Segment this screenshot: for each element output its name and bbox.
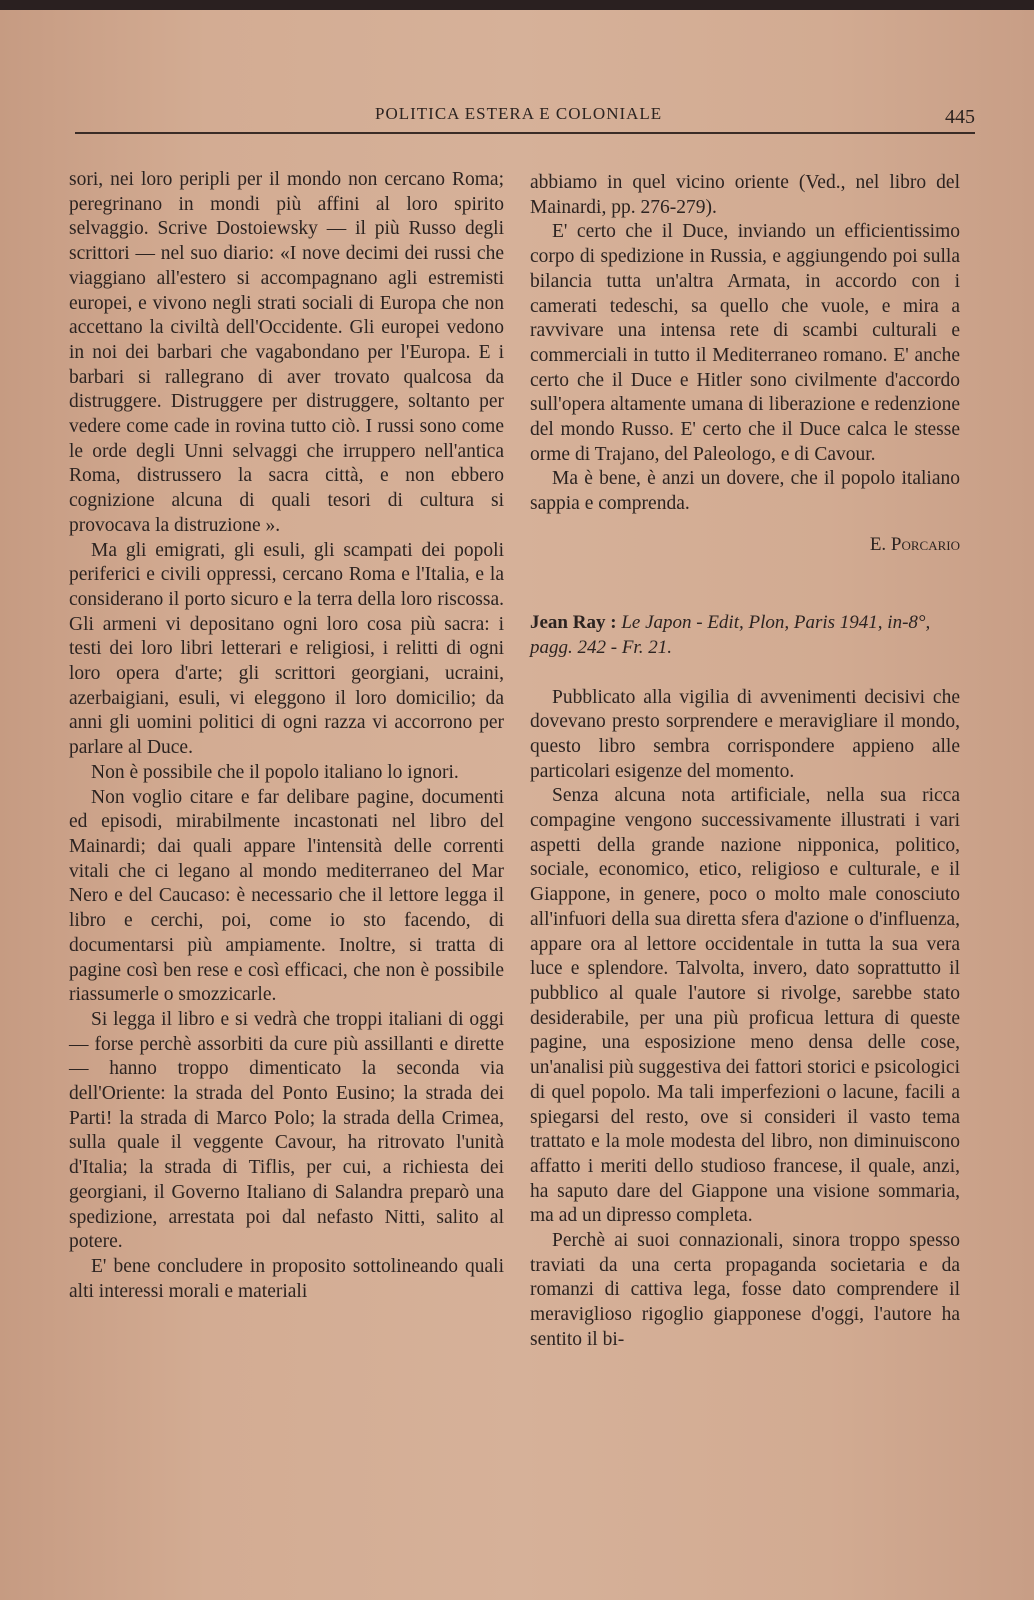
- paragraph: Perchè ai suoi connazionali, sinora troppo spesso traviati da una certa propaganda societaria e da romanzi di cattiva lega, fosse dato comprendere il meraviglioso rigoglio giapponese d'oggi, l'autore ha sentito il bi-: [530, 1230, 960, 1350]
- review-body: [530, 686, 960, 1353]
- paragraph: E' certo che il Duce, inviando un efficientissimo corpo di spedizione in Russia, e aggiungendo poi sulla bilancia tutta un'altra Armata, in accordo con i camerati tedeschi, sa quello che vuole, e mira a ravvivare una intensa rete di scambi culturali e commerciali in tutto il Mediterraneo romano. E' anche certo che il Duce e Hitler sono civilmente d'accordo sull'opera altamente umana di liberazione e redenzione del mondo Russo. E' certo che il Duce calca le stesse orme di Trajano, del Paleologo, e di Cavour.: [530, 221, 960, 465]
- paragraph: Non è possibile che il popolo italiano lo ignori.: [91, 761, 459, 783]
- paragraph: Si legga il libro e si vedrà che troppi italiani di oggi — forse perchè assorbiti da cure più assillanti e dirette — hanno troppo dimenticato la seconda via dell'Oriente: la strada del Ponto Eusino; la strada dei Parti! la strada di Marco Polo; la strada della Crimea, sulla quale il veggente Cavour, ha ritrovato l'unità d'Italia; la strada di Tiflis, per cui, a richiesta dei georgiani, il Governo Italiano di Salandra preparò una spedizione, arrestata poi dal nefasto Nitti, salito al potere.: [69, 1008, 504, 1253]
- review-title: Le Japon: [621, 611, 692, 633]
- paragraph: Non voglio citare e far delibare pagine, documenti ed episodi, mirabilmente incastonati nel libro del Mainardi; dai quali appare l'intensità delle correnti vitali che ci legano al mondo mediterraneo del Mar Nero e del Caucaso: è necessario che il lettore legga il libro e cerchi, poi, come io sto facendo, di documentarsi più ampiamente. Inoltre, si tratta di pagine così ben rese e così efficaci, che non è possibile riassumerle o smozzicarle.: [69, 786, 504, 1006]
- review-heading: [530, 610, 960, 660]
- paragraph: Ma gli emigrati, gli esuli, gli scampati dei popoli periferici e civili oppressi, cercano Roma e l'Italia, e la considerano il porto sicuro e la terra della loro riscossa. Gli armeni vi depositano ogni loro cosa più sacra: i testi dei loro libri letterari e religiosi, i relitti di ogni loro opera d'arte; gli scrittori georgiani, ucraini, azerbaigiani, esuli, vi eleggono il loro domicilio; da anni gli uomini politici di ogni razza vi accorrono per parlare al Duce.: [69, 539, 504, 759]
- review-separator: :: [610, 611, 617, 633]
- right-column: [530, 171, 960, 1353]
- author-signature: [530, 533, 960, 558]
- scan-edge: [0, 0, 1034, 10]
- left-column: [69, 168, 504, 1304]
- review-author: Jean Ray: [530, 611, 606, 633]
- paragraph: Ma è bene, è anzi un dovere, che il popolo italiano sappia e comprenda.: [530, 468, 960, 515]
- running-title: POLITICA ESTERA E COLONIALE: [375, 104, 663, 123]
- signature-initial: E.: [869, 533, 887, 555]
- paragraph: Senza alcuna nota artificiale, nella sua ricca compagine vengono successivamente illustrati i vari aspetti della grande nazione nipponica, politico, sociale, economico, etico, religioso e culturale, e il Giappone, in genere, poco o molto male conosciuto all'infuori della sua diretta sfera d'azione o d'influenza, appare ora al lettore occidentale in tutta la sua vera luce e splendore. Talvolta, invero, dato soprattutto il pubblico al quale l'autore si rivolge, sarebbe stato desiderabile, per una più proficua lettura di queste pagine, una esposizione meno densa delle cose, un'analisi più suggestiva dei fattori storici e psicologici di quel popolo. Ma tali imperfezioni o lacune, facili a spiegarsi del resto, ove si consideri il vasto tema trattato e la mole modesta del libro, non diminuiscono affatto i meriti dello studioso francese, il quale, anzi, ha saputo dare del Giappone una visione sommaria, ma ad un dipresso completa.: [530, 785, 960, 1227]
- paragraph: abbiamo in quel vicino oriente (Ved., nel libro del Mainardi, pp. 276-279).: [530, 172, 960, 218]
- page-header: [75, 102, 975, 134]
- page-number: 445: [945, 106, 975, 128]
- paragraph: E' bene concludere in proposito sottolineando quali alti interessi morali e materiali: [69, 1255, 504, 1302]
- paragraph: sori, nei loro peripli per il mondo non cercano Roma; peregrinano in mondi più affini al loro spirito selvaggio. Scrive Dostoiewsky — il più Russo degli scrittori — nel suo diario: «I nove decimi dei russi che viaggiano all'estero si accompagnano agli estremisti europei, e vivono negli strati sociali di Europa che non accettano la civiltà dell'Occidente. Gli europei vedono in noi dei barbari che vagabondano per l'Europa. E i barbari si rallegrano di aver trovato qualcosa da distruggere. Distruggere per distruggere, soltanto per vedere come cade in rovina tutto ciò. I russi sono come le orde degli Unni selvaggi che irruppero nell'antica Roma, distrussero la sacra città, e non ebbero cognizione alcuna di quali tesori di cultura si provocava la distruzione ».: [69, 169, 504, 536]
- paragraph: Pubblicato alla vigilia di avvenimenti decisivi che dovevano presto sorprendere e meravigliare il mondo, questo libro sembra corrispondere appieno alle particolari esigenze del momento.: [530, 686, 960, 782]
- signature-name: Porcario: [890, 533, 960, 555]
- review-details: - Edit, Plon, Paris 1941, in-8°, pagg. 242 - Fr. 21.: [530, 611, 931, 658]
